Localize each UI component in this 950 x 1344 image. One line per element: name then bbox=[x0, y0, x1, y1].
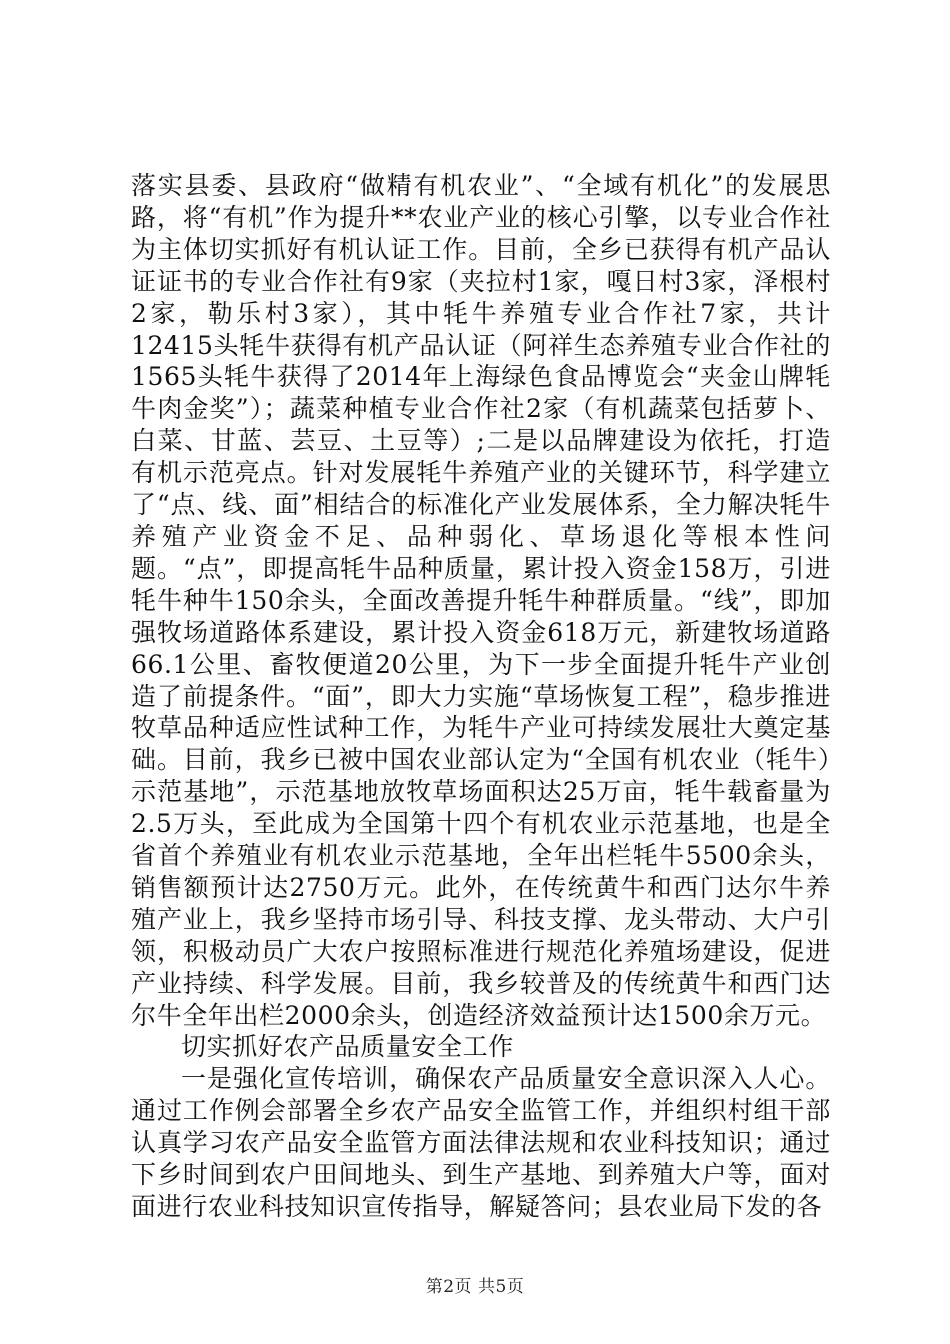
document-body bbox=[131, 170, 831, 1223]
section-heading: 切实抓好农产品质量安全工作 bbox=[181, 1032, 514, 1062]
page-number-footer: 第2页 共5页 bbox=[425, 1277, 525, 1297]
paragraph-2: 一是强化宣传培训，确保农产品质量安全意识深入人心。通过工作例会部署全乡农产品安全监管工作，并组织村组干部认真学习农产品安全监管方面法律法规和农业科技知识；通过下乡时间到农户田间地头、到生产基地、到养殖大户等，面对面进行农业科技知识宣传指导，解疑答问；县农业局下发的各 bbox=[131, 1064, 831, 1221]
paragraph-1: 落实县委、县政府“做精有机农业”、“全域有机化”的发展思路，将“有机”作为提升**农业产业的核心引擎，以专业合作社为主体切实抓好有机认证工作。目前，全乡已获得有机产品认证证书的专业合作社有9家（夹拉村1家，嘎日村3家，泽根村2家，勒乐村3家），其中牦牛养殖专业合作社7家，共计12415头牦牛获得有机产品认证（阿祥生态养殖专业合作社的1565头牦牛获得了2014年上海绿色食品博览会“夹金山牌牦牛肉金奖”）；蔬菜种植专业合作社2家（有机蔬菜包括萝卜、白菜、甘蓝、芸豆、土豆等）;二是以品牌建设为依托，打造有机示范亮点。针对发展牦牛养殖产业的关键环节，科学建立了“点、线、面”相结合的标准化产业发展体系，全力解决牦牛养殖产业资金不足、品种弱化、草场退化等根本性问题。“点”，即提高牦牛品种质量，累计投入资金158万，引进牦牛种牛150余头，全面改善提升牦牛种群质量。“线”，即加强牧场道路体系建设，累计投入资金618万元，新建牧场道路66.1公里、畜牧便道20公里，为下一步全面提升牦牛产业创造了前提条件。“面”，即大力实施“草场恢复工程”，稳步推进牧草品种适应性试种工作，为牦牛产业可持续发展壮大奠定基础。目前，我乡已被中国农业部认定为“全国有机农业（牦牛）示范基地”，示范基地放牧草场面积达25万亩，牦牛载畜量为2.5万头，至此成为全国第十四个有机农业示范基地，也是全省首个养殖业有机农业示范基地，全年出栏牦牛5500余头，销售额预计达2750万元。此外，在传统黄牛和西门达尔牛养殖产业上，我乡坚持市场引导、科技支撑、龙头带动、大户引领，积极动员广大农户按照标准进行规范化养殖场建设，促进产业持续、科学发展。目前，我乡较普及的传统黄牛和西门达尔牛全年出栏2000余头，创造经济效益预计达1500余万元。 bbox=[131, 171, 831, 1030]
